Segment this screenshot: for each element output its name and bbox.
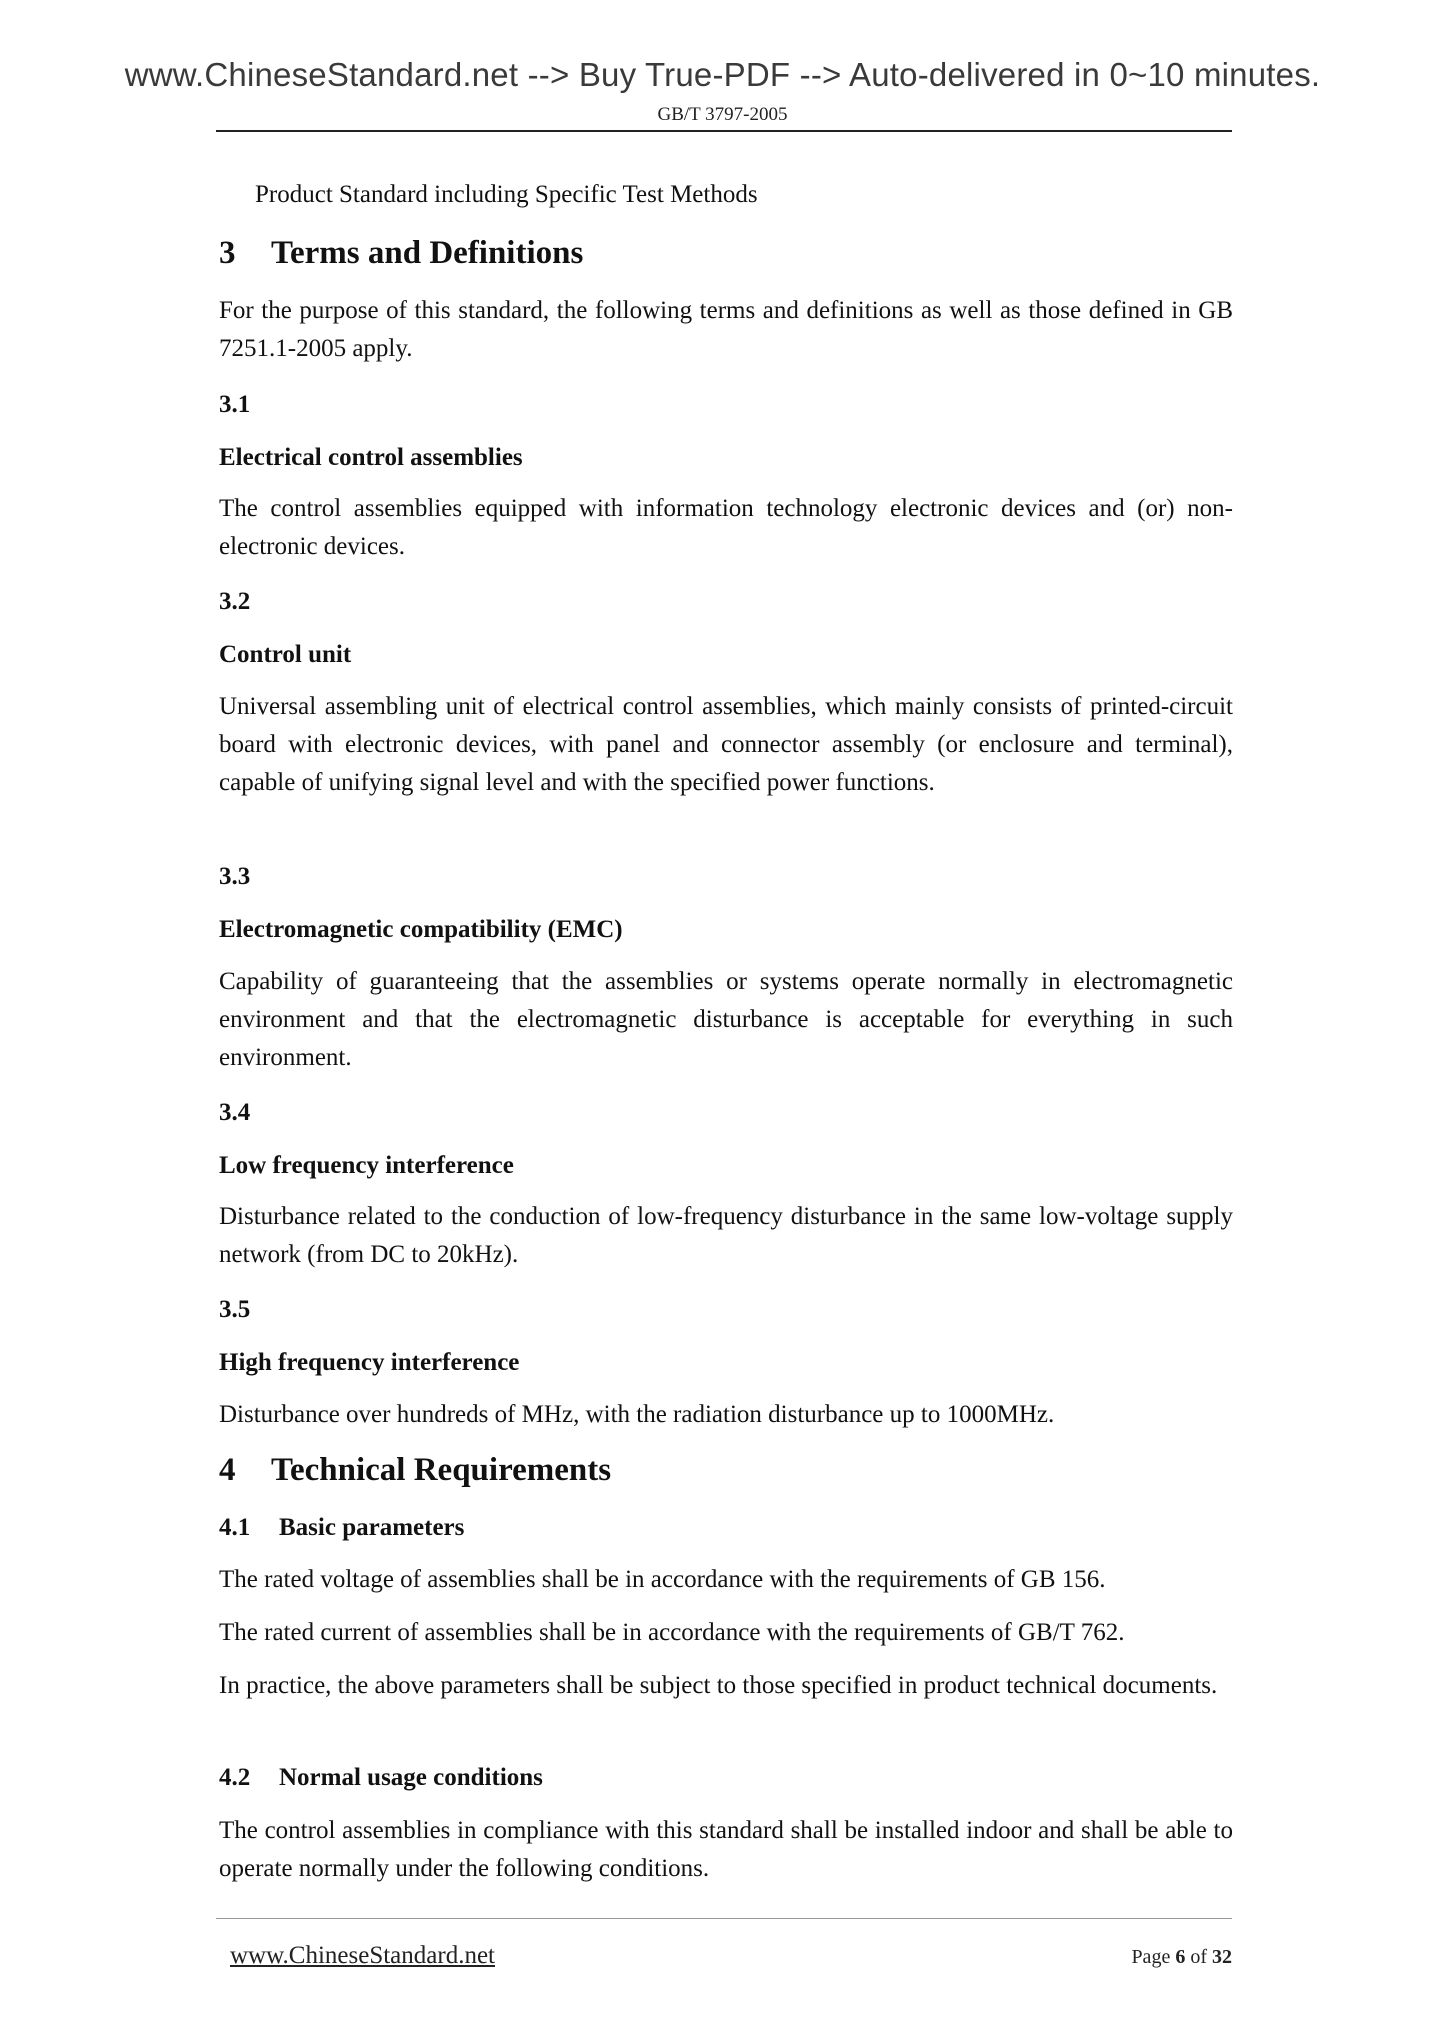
term-title: Low frequency interference (219, 1152, 514, 1179)
footer-rule (216, 1918, 1232, 1919)
section-title: Terms and Definitions (271, 235, 584, 271)
footer-website-link[interactable]: www.ChineseStandard.net (230, 1942, 495, 1969)
term-number: 3.4 (219, 1099, 251, 1126)
subsection-4-1-heading (219, 1509, 1233, 1547)
page-number (1131, 1946, 1232, 1969)
page-current: 6 (1175, 1946, 1186, 1968)
term-title: Electrical control assemblies (219, 444, 523, 471)
section-3-intro: For the purpose of this standard, the following terms and definitions as well as those defined in GB 7251.1-2005 apply. (219, 297, 1233, 362)
term-definition: Capability of guaranteeing that the assemblies or systems operate normally in electromagnetic environment and that the electromagnetic disturbance is acceptable for everything in such environment. (219, 968, 1233, 1071)
term-title: Control unit (219, 641, 352, 668)
subsection-4-2-heading (219, 1759, 1233, 1797)
continuation-line: Product Standard including Specific Test Methods (255, 181, 758, 208)
term-definition: The control assemblies equipped with information technology electronic devices and (or) non-electronic devices. (219, 495, 1233, 560)
section-3-heading (219, 233, 1233, 273)
page-of: of (1190, 1946, 1207, 1968)
term-number: 3.2 (219, 588, 251, 615)
paragraph: In practice, the above parameters shall be subject to those specified in product technical documents. (219, 1672, 1218, 1699)
standard-code: GB/T 3797-2005 (657, 104, 788, 125)
term-definition: Universal assembling unit of electrical control assemblies, which mainly consists of printed-circuit board with electronic devices, with panel and connector assembly (or enclosure and terminal), capable of unifying signal level and with the specified power functions. (219, 693, 1233, 796)
section-number: 3 (219, 235, 236, 271)
paragraph: The rated voltage of assemblies shall be in accordance with the requirements of GB 156. (219, 1566, 1106, 1593)
term-title: Electromagnetic compatibility (EMC) (219, 916, 623, 943)
term-title: High frequency interference (219, 1349, 520, 1376)
term-number: 3.1 (219, 391, 251, 418)
header-banner[interactable]: www.ChineseStandard.net --> Buy True-PDF --> Auto-delivered in 0~10 minutes. (124, 56, 1321, 93)
term-definition: Disturbance related to the conduction of low-frequency disturbance in the same low-voltage supply network (from DC to 20kHz). (219, 1203, 1233, 1268)
subsection-title: Basic parameters (279, 1514, 465, 1541)
term-number: 3.5 (219, 1296, 251, 1323)
header-rule (216, 130, 1232, 132)
term-definition: Disturbance over hundreds of MHz, with the radiation disturbance up to 1000MHz. (219, 1401, 1055, 1428)
subsection-number: 4.1 (219, 1514, 251, 1541)
paragraph: The control assemblies in compliance with this standard shall be installed indoor and shall be able to operate normally under the following conditions. (219, 1817, 1233, 1882)
page-total: 32 (1212, 1946, 1232, 1968)
subsection-title: Normal usage conditions (279, 1764, 543, 1791)
subsection-number: 4.2 (219, 1764, 251, 1791)
term-number: 3.3 (219, 863, 251, 890)
paragraph: The rated current of assemblies shall be in accordance with the requirements of GB/T 762. (219, 1619, 1125, 1646)
section-title: Technical Requirements (271, 1452, 612, 1488)
section-number: 4 (219, 1452, 236, 1488)
section-4-heading (219, 1450, 1233, 1490)
page-prefix: Page (1131, 1946, 1171, 1968)
